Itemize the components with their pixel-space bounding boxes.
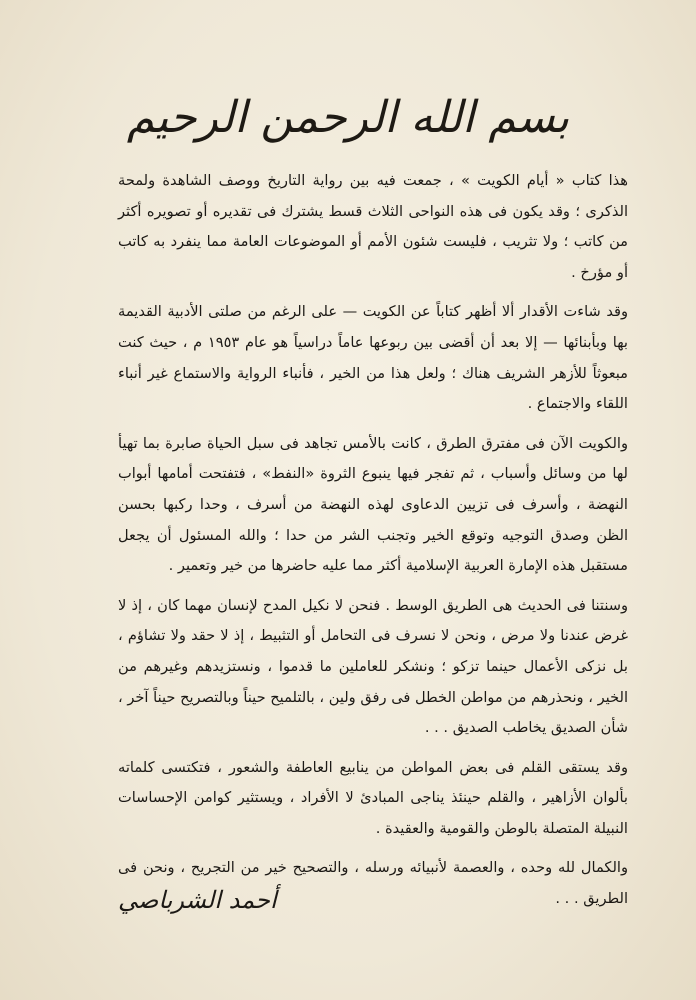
paragraph: وقد شاءت الأقدار ألا أظهر كتاباً عن الكويت — على الرغم من صلتى الأدبية القديمة بها وبأبنائها — إلا بعد أن أقضى بين ربوعها عاماً دراسياً هو عام ١٩٥٣ م ، حيث كنت مبعوثاً للأزهر الشريف هناك ؛ ولعل هذا من الخير ، فأنباء الرواية والاستماع غير أنباء اللقاء والاجتماع . [118, 303, 628, 413]
author-signature: أحمد الشرباصي [118, 886, 277, 914]
paragraph: والكمال لله وحده ، والعصمة لأنبيائه ورسله ، والتصحيح خير من التجريح ، ونحن فى الطريق . . . [118, 859, 628, 908]
preface-text [118, 166, 628, 924]
basmala-heading: بسم الله الرحمن الرحيم [126, 92, 570, 143]
paragraph: وسنتنا فى الحديث هى الطريق الوسط . فنحن لا نكيل المدح لإنسان مهما كان ، إذ لا غرض عندنا ولا مرض ، ونحن لا نسرف فى التحامل أو التثبيط ، إذ لا حقد ولا تشاؤم ، بل نزكى الأعمال حينما تزكو ؛ ونشكر للعاملين ما قدموا ، ونستزيدهم وغيرهم من الخير ، ونحذرهم من مواطن الخطل فى رفق ولين ، بالتلميح حيناً وبالتصريح حيناً آخر ، شأن الصديق يخاطب الصديق . . . [118, 596, 628, 737]
paragraph: وقد يستقى القلم فى بعض المواطن من ينابيع العاطفة والشعور ، فتكتسى كلماته بألوان الأزاهير ، والقلم حينئذ يناجى المبادئ لا الأفراد ، ويستثير كوامن الإحساسات النبيلة المتصلة بالوطن والقومية والعقيدة . [118, 758, 628, 837]
paragraph: هذا كتاب « أيام الكويت » ، جمعت فيه بين رواية التاريخ ووصف الشاهدة ولمحة الذكرى ؛ وقد يكون فى هذه النواحى الثلاث قسط يشترك فى تقديره أو تصويره أكثر من كاتب ؛ ولا تثريب ، فليست شئون الأمم أو الموضوعات العامة مما ينفرد به كاتب أو مؤرخ . [118, 172, 628, 281]
paragraph: والكويت الآن فى مفترق الطرق ، كانت بالأمس تجاهد فى سبل الحياة صابرة بما تهيأ لها من وسائل وأسباب ، ثم تفجر فيها ينبوع الثروة «النفط» ، فتفتحت أمامها أبواب النهضة ، وأسرف فى تزيين الدعاوى لهذه النهضة من أسرف ، وحدا ركبها بحسن الظن وصدق التوجيه وتوقع الخير وتجنب الشر من حدا ؛ والله المسئول أن يجعل مستقبل هذه الإمارة العربية الإسلامية أكثر مما عليه حاضرها من خير وتعمير . [118, 434, 628, 575]
